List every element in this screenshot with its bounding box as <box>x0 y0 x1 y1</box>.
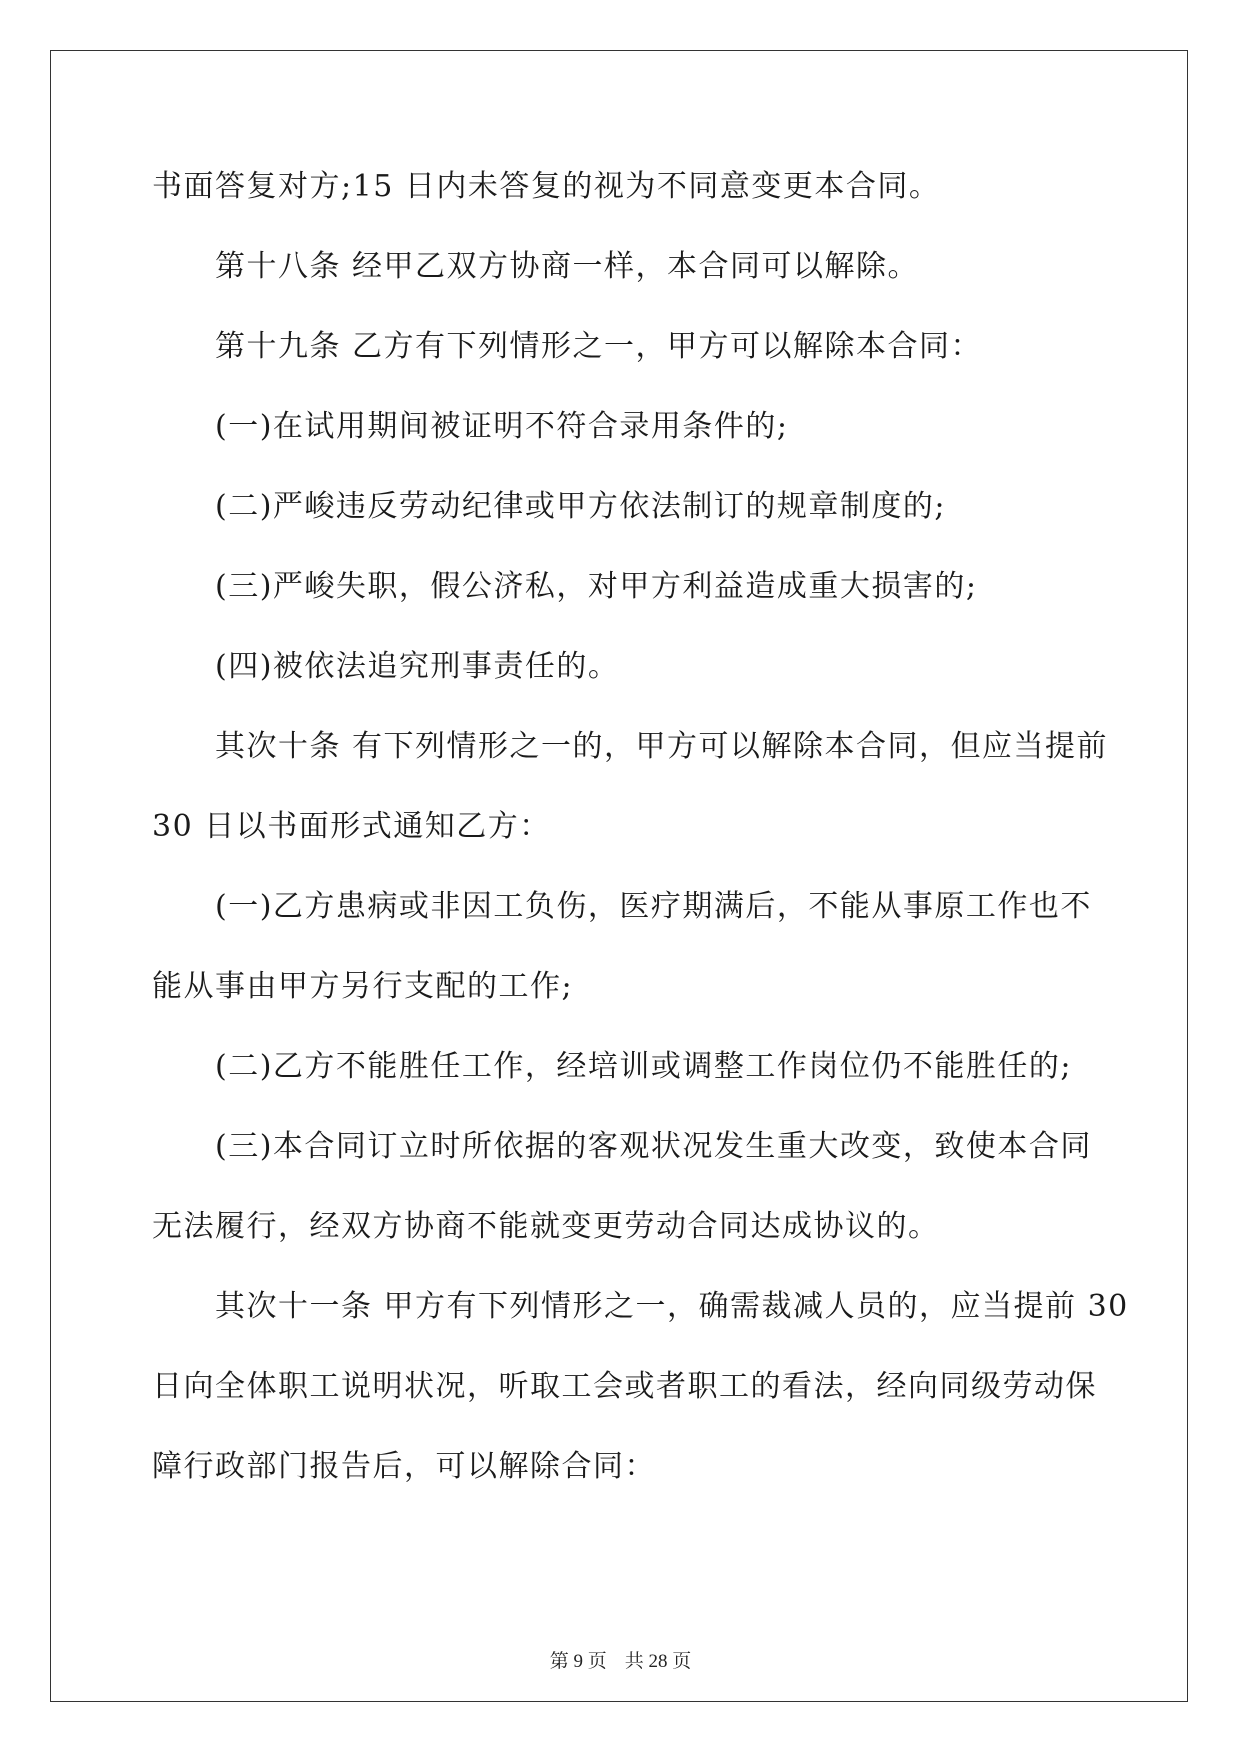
text-line: 30 日以书面形式通知乙方： <box>152 809 551 844</box>
text-line: (二)严峻违反劳动纪律或甲方依法制订的规章制度的; <box>215 489 947 524</box>
page-number: 第 9 页 <box>549 1651 607 1672</box>
text-line: (二)乙方不能胜任工作，经培训或调整工作岗位仍不能胜任的; <box>215 1049 1073 1084</box>
text-line: (一)乙方患病或非因工负伤，医疗期满后，不能从事原工作也不 <box>215 889 1092 924</box>
text-line: 障行政部门报告后，可以解除合同： <box>152 1449 656 1484</box>
text-line: 第十八条 经甲乙双方协商一样，本合同可以解除。 <box>215 249 920 284</box>
page-total: 共 28 页 <box>624 1651 692 1672</box>
text-line: 书面答复对方;15 日内未答复的视为不同意变更本合同。 <box>152 169 941 204</box>
text-line: (一)在试用期间被证明不符合录用条件的; <box>215 409 789 444</box>
document-body <box>152 164 1129 1524</box>
page-footer <box>0 1646 1241 1673</box>
text-line: 能从事由甲方另行支配的工作; <box>152 969 574 1004</box>
text-line: 其次十一条 甲方有下列情形之一，确需裁减人员的，应当提前 30 <box>215 1289 1129 1324</box>
text-line: 其次十条 有下列情形之一的，甲方可以解除本合同，但应当提前 <box>215 729 1109 764</box>
text-line: 日向全体职工说明状况，听取工会或者职工的看法，经向同级劳动保 <box>152 1369 1097 1404</box>
text-line: (四)被依法追究刑事责任的。 <box>215 649 620 684</box>
text-line: 无法履行，经双方协商不能就变更劳动合同达成协议的。 <box>152 1209 940 1244</box>
text-line: (三)严峻失职，假公济私，对甲方利益造成重大损害的; <box>215 569 978 604</box>
text-line: 第十九条 乙方有下列情形之一，甲方可以解除本合同： <box>215 329 983 364</box>
text-line: (三)本合同订立时所依据的客观状况发生重大改变，致使本合同 <box>215 1129 1092 1164</box>
